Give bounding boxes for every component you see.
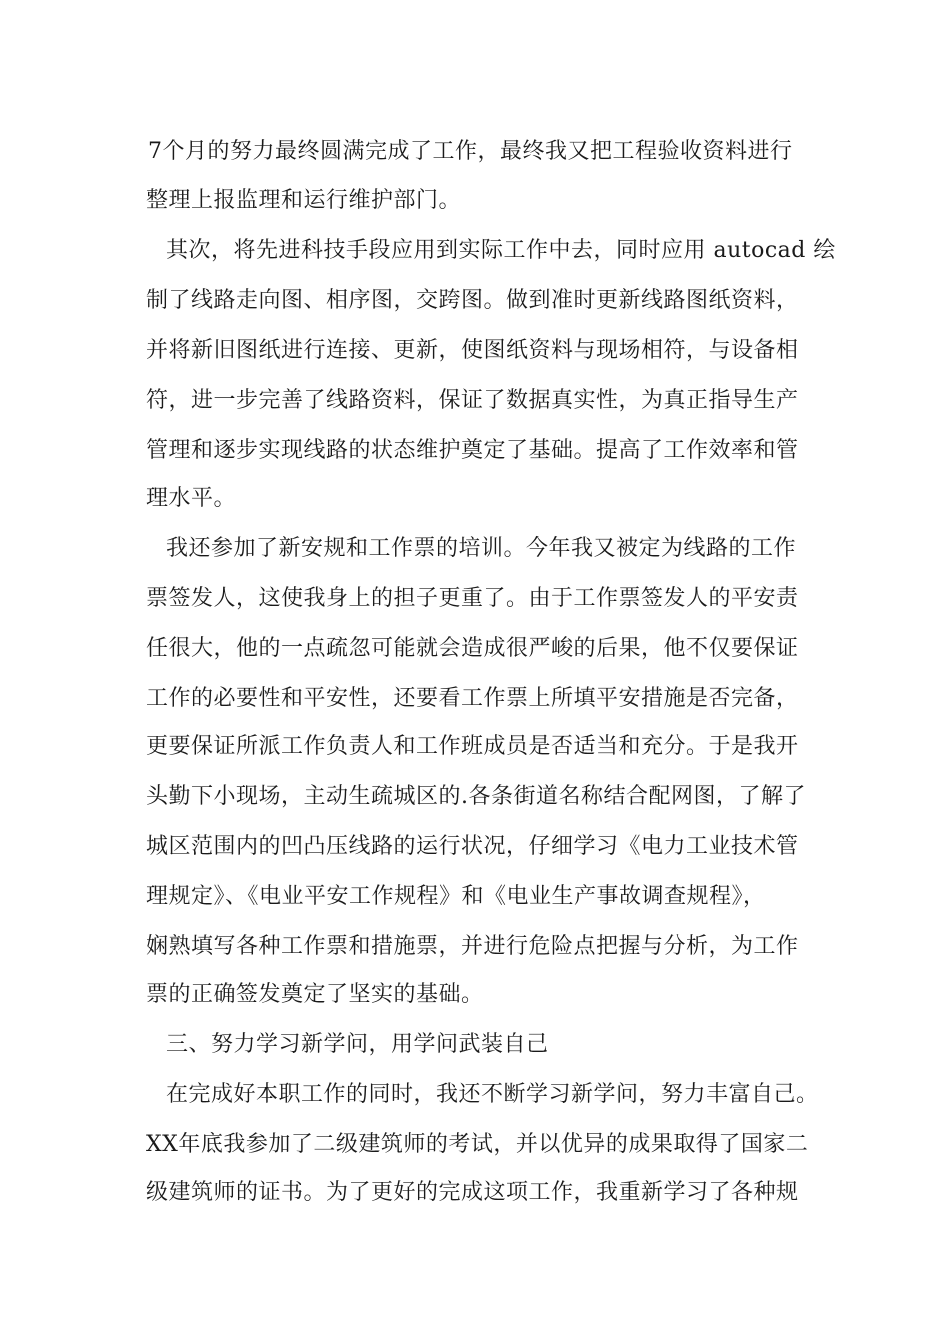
text-line: 级建筑师的证书。为了更好的完成这项工作，我重新学习了各种规 [146,1180,799,1205]
text-line: 工作的必要性和平安性，还要看工作票上所填平安措施是否完备， [146,686,799,711]
text-line: 头勤下小现场，主动生疏城区的.各条街道名称结合配网图，了解了 [146,784,806,809]
text-line: 管理和逐步实现线路的状态维护奠定了基础。提高了工作效率和管 [146,438,799,463]
text-line: 更要保证所派工作负责人和工作班成员是否适当和充分。于是我开 [146,734,799,759]
text-line: 理水平。 [146,486,237,511]
text-line: 整理上报监理和运行维护部门。 [146,188,462,213]
text-line: 制了线路走向图、相序图，交跨图。做到准时更新线路图纸资料， [146,288,799,313]
text-line: 7个月的努力最终圆满完成了工作，最终我又把工程验收资料进行 [148,139,793,164]
text-line: 符，进一步完善了线路资料，保证了数据真实性，为真正指导生产 [146,388,799,413]
text-line: 任很大，他的一点疏忽可能就会造成很严峻的后果，他不仅要保证 [146,636,799,661]
section-heading: 三、努力学习新学问，用学问武装自己 [166,1032,549,1057]
text-line: 票的正确签发奠定了坚实的基础。 [146,982,484,1007]
text-line: 并将新旧图纸进行连接、更新，使图纸资料与现场相符，与设备相 [146,338,799,363]
text-line: 票签发人，这使我身上的担子更重了。由于工作票签发人的平安责 [146,586,799,611]
text-line: 在完成好本职工作的同时，我还不断学习新学问，努力丰富自己。 [166,1082,819,1107]
text-line: 理规定》、《电业平安工作规程》和《电业生产事故调查规程》， [146,884,766,909]
text-line: 城区范围内的凹凸压线路的运行状况，仔细学习《电力工业技术管 [146,834,799,859]
text-line: 其次，将先进科技手段应用到实际工作中去，同时应用 autocad 绘 [166,238,836,263]
text-line: 娴熟填写各种工作票和措施票，并进行危险点把握与分析，为工作 [146,934,799,959]
text-line: 我还参加了新安规和工作票的培训。今年我又被定为线路的工作 [166,536,797,561]
text-line: XX年底我参加了二级建筑师的考试，并以优异的成果取得了国家二 [146,1132,809,1157]
